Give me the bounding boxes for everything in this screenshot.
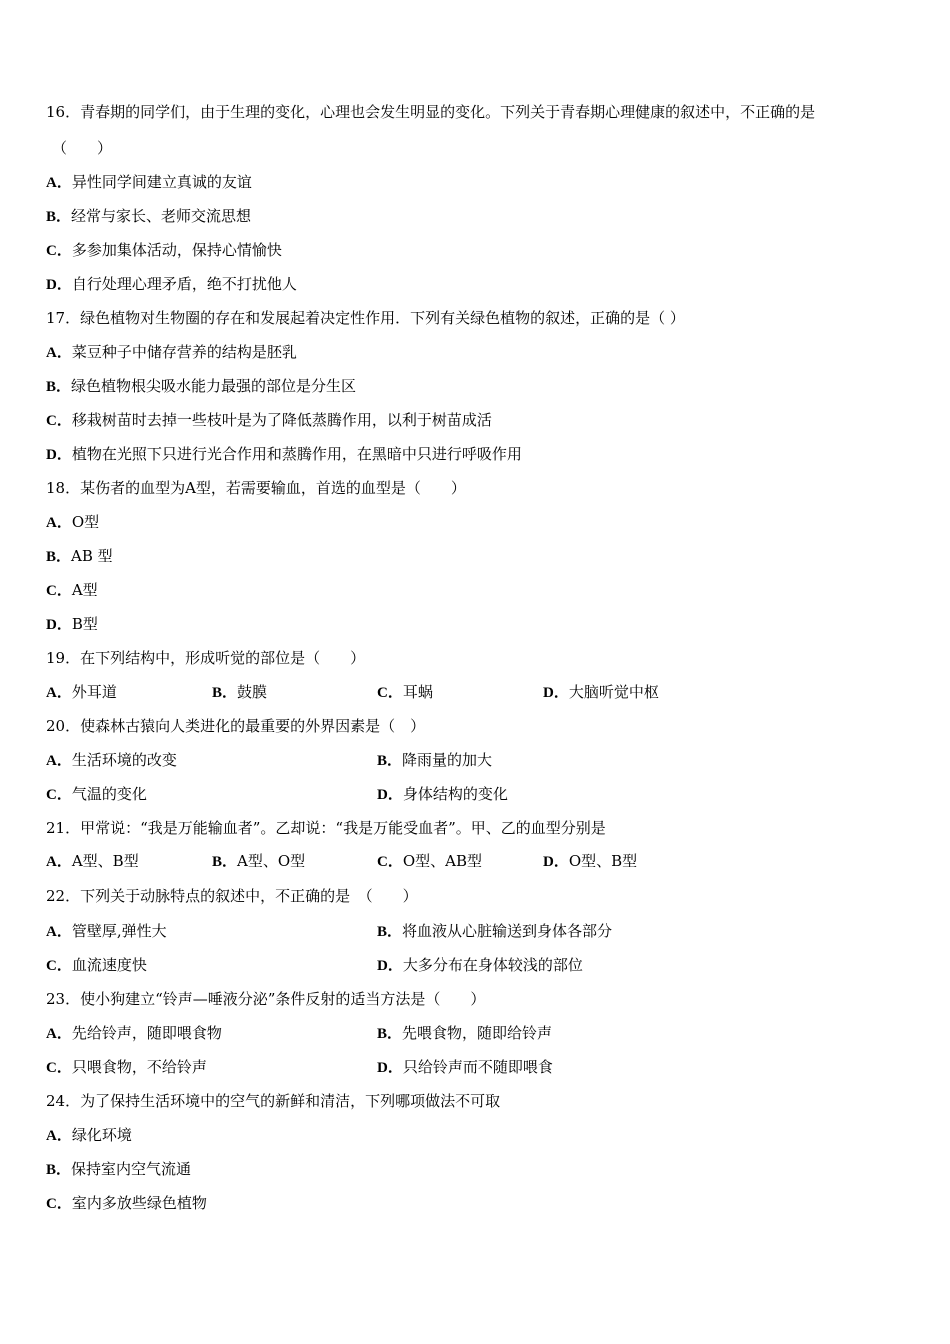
option-text: 保持室内空气流通 bbox=[71, 1160, 192, 1178]
question-21-option-c bbox=[377, 851, 482, 872]
question-20-stem: 20．使森林古猿向人类进化的最重要的外界因素是（ ） bbox=[46, 717, 426, 735]
question-17-stem: 17．绿色植物对生物圈的存在和发展起着决定性作用．下列有关绿色植物的叙述，正确的是（ ） bbox=[46, 309, 685, 327]
option-label: B． bbox=[377, 1026, 403, 1042]
option-label: A． bbox=[46, 1128, 72, 1144]
option-label: D． bbox=[377, 958, 403, 974]
question-18-stem: 18．某伤者的血型为A型，若需要输血，首选的血型是（ ） bbox=[46, 479, 466, 497]
option-label: D． bbox=[46, 617, 72, 633]
option-label: A． bbox=[46, 175, 72, 191]
question-18-option-c bbox=[46, 580, 98, 601]
option-text: 管壁厚,弹性大 bbox=[71, 922, 167, 940]
option-label: D． bbox=[46, 277, 72, 293]
option-label: B． bbox=[46, 1162, 72, 1178]
option-label: B． bbox=[46, 379, 72, 395]
option-text: 降雨量的加大 bbox=[402, 751, 493, 769]
option-label: D． bbox=[543, 685, 569, 701]
option-text: 绿化环境 bbox=[71, 1126, 132, 1144]
option-text: 生活环境的改变 bbox=[71, 751, 177, 769]
option-text: 耳蜗 bbox=[402, 683, 433, 701]
option-label: A． bbox=[46, 1026, 72, 1042]
option-label: B． bbox=[377, 753, 403, 769]
question-16-option-b bbox=[46, 206, 251, 227]
option-label: A． bbox=[46, 515, 72, 531]
option-label: C． bbox=[46, 787, 72, 803]
option-label: D． bbox=[543, 854, 569, 870]
option-text: 先给铃声，随即喂食物 bbox=[71, 1024, 222, 1042]
question-21-option-d bbox=[543, 851, 637, 872]
question-24-option-b bbox=[46, 1159, 191, 1180]
option-text: 只给铃声而不随即喂食 bbox=[402, 1058, 553, 1076]
question-19-stem: 19．在下列结构中，形成听觉的部位是（ ） bbox=[46, 649, 366, 667]
option-text: 移栽树苗时去掉一些枝叶是为了降低蒸腾作用，以利于树苗成活 bbox=[71, 411, 492, 429]
option-text: 身体结构的变化 bbox=[402, 785, 508, 803]
question-21-option-b bbox=[212, 851, 305, 872]
question-20-option-b bbox=[377, 750, 492, 771]
question-24-stem: 24．为了保持生活环境中的空气的新鲜和清洁，下列哪项做法不可取 bbox=[46, 1092, 501, 1110]
question-20-option-c bbox=[46, 784, 147, 805]
question-23-option-a bbox=[46, 1023, 222, 1044]
option-label: B． bbox=[212, 854, 238, 870]
option-label: B． bbox=[212, 685, 238, 701]
option-text: 自行处理心理矛盾，绝不打扰他人 bbox=[71, 275, 297, 293]
option-label: C． bbox=[46, 413, 72, 429]
option-text: A型、B型 bbox=[71, 852, 139, 870]
option-text: 只喂食物，不给铃声 bbox=[71, 1058, 207, 1076]
option-text: 经常与家长、老师交流思想 bbox=[71, 207, 252, 225]
question-17-option-c bbox=[46, 410, 492, 431]
option-text: 菜豆种子中储存营养的结构是胚乳 bbox=[71, 343, 297, 361]
option-text: 大多分布在身体较浅的部位 bbox=[402, 956, 583, 974]
option-text: A型、O型 bbox=[237, 852, 306, 870]
question-23-option-d bbox=[377, 1057, 553, 1078]
option-label: C． bbox=[46, 583, 72, 599]
question-19-option-c bbox=[377, 682, 433, 703]
option-label: C． bbox=[46, 958, 72, 974]
option-label: D． bbox=[46, 447, 72, 463]
question-23-option-b bbox=[377, 1023, 552, 1044]
question-21-option-a bbox=[46, 851, 139, 872]
option-text: 先喂食物，随即给铃声 bbox=[402, 1024, 553, 1042]
option-text: 将血液从心脏输送到身体各部分 bbox=[402, 922, 613, 940]
question-20-option-d bbox=[377, 784, 508, 805]
option-text: 大脑听觉中枢 bbox=[568, 683, 659, 701]
option-label: C． bbox=[46, 1196, 72, 1212]
question-22-option-a bbox=[46, 921, 167, 942]
option-text: 气温的变化 bbox=[71, 785, 147, 803]
question-16-option-d bbox=[46, 274, 297, 295]
option-label: A． bbox=[46, 854, 72, 870]
option-text: O型、B型 bbox=[568, 852, 638, 870]
question-22-stem: 22．下列关于动脉特点的叙述中，不正确的是 （ ） bbox=[46, 887, 418, 905]
question-16-stem: 16．青春期的同学们，由于生理的变化，心理也会发生明显的变化。下列关于青春期心理健康的叙述中，不正确的是 bbox=[46, 103, 816, 121]
question-17-option-d bbox=[46, 444, 522, 465]
question-18-option-a bbox=[46, 512, 99, 533]
option-label: D． bbox=[377, 1060, 403, 1076]
question-17-option-b bbox=[46, 376, 356, 397]
option-text: 多参加集体活动，保持心情愉快 bbox=[71, 241, 282, 259]
option-text: 室内多放些绿色植物 bbox=[71, 1194, 207, 1212]
option-label: C． bbox=[46, 243, 72, 259]
question-24-option-a bbox=[46, 1125, 132, 1146]
option-label: A． bbox=[46, 753, 72, 769]
question-22-option-b bbox=[377, 921, 612, 942]
question-19-option-a bbox=[46, 682, 117, 703]
option-label: B． bbox=[46, 209, 72, 225]
question-16-option-c bbox=[46, 240, 282, 261]
option-text: 血流速度快 bbox=[71, 956, 147, 974]
option-text: AB 型 bbox=[71, 547, 113, 565]
option-text: O型 bbox=[71, 513, 100, 531]
question-16-stem-cont: （ ） bbox=[52, 139, 113, 157]
question-19-option-d bbox=[543, 682, 659, 703]
question-18-option-d bbox=[46, 614, 98, 635]
option-text: 绿色植物根尖吸水能力最强的部位是分生区 bbox=[71, 377, 357, 395]
option-label: C． bbox=[377, 685, 403, 701]
option-label: A． bbox=[46, 924, 72, 940]
option-label: C． bbox=[46, 1060, 72, 1076]
option-text: A型 bbox=[71, 581, 98, 599]
option-label: B． bbox=[46, 549, 72, 565]
option-text: B型 bbox=[71, 615, 98, 633]
question-22-option-c bbox=[46, 955, 147, 976]
option-text: 植物在光照下只进行光合作用和蒸腾作用，在黑暗中只进行呼吸作用 bbox=[71, 445, 522, 463]
question-18-option-b bbox=[46, 546, 113, 567]
option-text: 异性同学间建立真诚的友谊 bbox=[71, 173, 252, 191]
question-23-option-c bbox=[46, 1057, 207, 1078]
question-19-option-b bbox=[212, 682, 267, 703]
question-23-stem: 23．使小狗建立“铃声—唾液分泌”条件反射的适当方法是（ ） bbox=[46, 990, 486, 1008]
question-21-stem: 21．甲常说：“我是万能输血者”。乙却说：“我是万能受血者”。甲、乙的血型分别是 bbox=[46, 819, 606, 837]
option-text: 外耳道 bbox=[71, 683, 117, 701]
option-label: C． bbox=[377, 854, 403, 870]
question-24-option-c bbox=[46, 1193, 207, 1214]
option-text: O型、AB型 bbox=[402, 852, 482, 870]
option-text: 鼓膜 bbox=[237, 683, 268, 701]
option-label: D． bbox=[377, 787, 403, 803]
option-label: B． bbox=[377, 924, 403, 940]
question-20-option-a bbox=[46, 750, 177, 771]
option-label: A． bbox=[46, 685, 72, 701]
option-label: A． bbox=[46, 345, 72, 361]
question-17-option-a bbox=[46, 342, 297, 363]
question-16-option-a bbox=[46, 172, 252, 193]
question-22-option-d bbox=[377, 955, 583, 976]
